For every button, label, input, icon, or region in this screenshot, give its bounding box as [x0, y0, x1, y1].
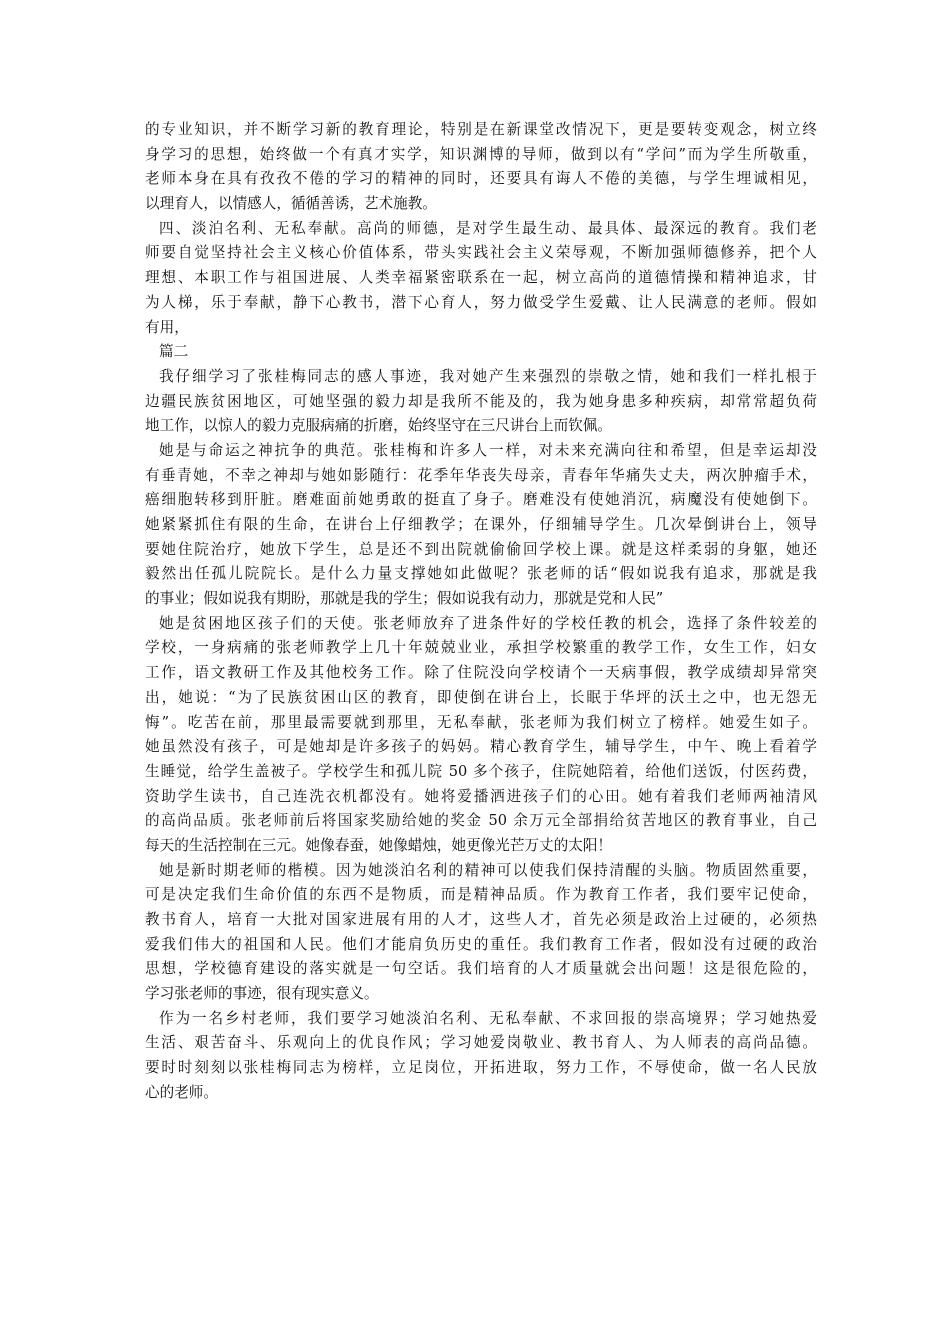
text-line: 学校，一身病痛的张老师教学上几十年兢兢业业，承担学校繁重的教学工作，女生工作，妇女: [145, 639, 817, 657]
text-line: 教书育人，培育一大批对国家进展有用的人才，这些人才，首先必须是政治上过硬的，必须热: [145, 911, 817, 928]
text-line: 心的老师。: [145, 1083, 218, 1101]
text-line: 工作，语文教研工作及其他校务工作。除了住院没向学校请个一天病事假，教学成绩却异常突: [145, 664, 817, 682]
text-line: 有垂青她，不幸之神却与她如影随行：花季年华丧失母亲，青春年华痛失丈夫，两次肿瘤手术，: [145, 466, 817, 484]
text-line: 她紧紧抓住有限的生命，在讲台上仔细教学；在课外，仔细辅导学生。几次晕倒讲台上，领导: [145, 516, 817, 533]
text-line: 她虽然没有孩子，可是她却是许多孩子的妈妈。精心教育学生，辅导学生，中午、晚上看着学: [145, 738, 817, 756]
text-line: 资助学生读书，自己连洗衣机都没有。她将爱播洒进孩子们的心田。她有着我们老师两袖清风: [145, 787, 817, 805]
text-line: 癌细胞转移到肝脏。磨难面前她勇敢的挺直了身子。磨难没有使她消沉，病魔没有使她倒下。: [145, 491, 817, 509]
text-line: 学习张老师的事迹，很有现实意义。: [145, 985, 379, 1003]
text-line: 师要自觉坚持社会主义核心价值体系，带头实践社会主义荣辱观，不断加强师德修养，把个人: [145, 244, 817, 262]
text-line: 生睡觉，给学生盖被子。学校学生和孤儿院 50 多个孩子，住院她陪着，给他们送饭，付医药费，: [145, 762, 817, 780]
text-line: 为人梯，乐于奉献，静下心教书，潜下心育人，努力做受学生爱戴、让人民满意的老师。假如: [145, 293, 817, 311]
text-line: 作为一名乡村老师，我们要学习她淡泊名利、无私奉献、不求回报的崇高境界；学习她热爱: [159, 1009, 817, 1027]
text-line: 她是贫困地区孩子们的天使。张老师放弃了进条件好的学校任教的机会，选择了条件较差的: [159, 614, 817, 632]
text-line: 身学习的思想，始终做一个有真才实学，知识渊博的导师，做到以有“学问”而为学生所敬重，: [145, 145, 817, 163]
text-line: 她是新时期老师的楷模。因为她淡泊名利的精神可以使我们保持清醒的头脑。物质固然重要，: [159, 861, 817, 879]
text-line: 地工作，以惊人的毅力克服病痛的折磨，始终坚守在三尺讲台上而钦佩。: [145, 417, 613, 435]
text-line: 的高尚品质。张老师前后将国家奖励给她的奖金 50 余万元全部捐给贫苦地区的教育事业，自己: [145, 812, 817, 830]
text-line: 要时时刻刻以张桂梅同志为榜样，立足岗位，开拓进取，努力工作，不辱使命，做一名人民放: [145, 1059, 817, 1077]
text-line: 生活、艰苦奋斗、乐观向上的优良作风；学习她爱岗敬业、教书育人、为人师表的高尚品德。: [145, 1034, 817, 1052]
text-line: 有用，: [145, 318, 189, 336]
text-line: 我仔细学习了张桂梅同志的感人事迹，我对她产生来强烈的崇敬之情，她和我们一样扎根于: [159, 367, 817, 385]
text-line: 思想，学校德育建设的落实就是一句空话。我们培育的人才质量就会出问题！这是很危险的，: [145, 960, 817, 978]
text-line: 以理育人，以情感人，循循善诱，艺术施教。: [145, 195, 437, 213]
text-line: 出，她说：“为了民族贫困山区的教育，即使倒在讲台上，长眠于华坪的沃土之中，也无怨无: [145, 688, 817, 706]
text-line: 悔”。吃苦在前，那里最需要就到那里，无私奉献，张老师为我们树立了榜样。她爱生如子。: [145, 713, 817, 731]
text-line: 的专业知识，并不断学习新的教育理论，特别是在新课堂改情况下，更是要转变观念，树立终: [145, 121, 817, 138]
text-line: 的事业；假如说我有期盼，那就是我的学生；假如说我有动力，那就是党和人民”: [145, 590, 664, 608]
text-line: 老师本身在具有孜孜不倦的学习的精神的同时，还要具有诲人不倦的美德，与学生埋诚相见，: [145, 170, 817, 188]
document-body: [145, 118, 817, 1106]
text-line: 要她住院治疗，她放下学生，总是还不到出院就偷偷回学校上课。就是这样柔弱的身躯，她还: [145, 540, 817, 558]
text-line: 爱我们伟大的祖国和人民。他们才能肩负历史的重任。我们教育工作者，假如没有过硬的政治: [145, 935, 817, 953]
text-line: 毅然出任孤儿院院长。是什么力量支撑她如此做呢？张老师的话“假如说我有追求，那就是我: [145, 565, 817, 583]
text-line: 边疆民族贫困地区，可她坚强的毅力却是我所不能及的，我为她身患多种疾病，却常常超负荷: [145, 392, 817, 410]
text-line: 她是与命运之神抗争的典范。张桂梅和许多人一样，对未来充满向往和希望，但是幸运却没: [159, 441, 817, 459]
text-line: 可是决定我们生命价值的东西不是物质，而是精神品质。作为教育工作者，我们要牢记使命，: [145, 886, 817, 904]
section-heading: 篇二: [159, 343, 189, 361]
text-line: 四、淡泊名利、无私奉献。高尚的师德，是对学生最生动、最具体、最深远的教育。我们老: [159, 219, 817, 237]
text-line: 理想、本职工作与祖国进展、人类幸福紧密联系在一起，树立高尚的道德情操和精神追求，甘: [145, 269, 817, 287]
text-line: 每天的生活控制在三元。她像春蚕，她像蜡烛，她更像光芒万丈的太阳！: [145, 836, 613, 854]
